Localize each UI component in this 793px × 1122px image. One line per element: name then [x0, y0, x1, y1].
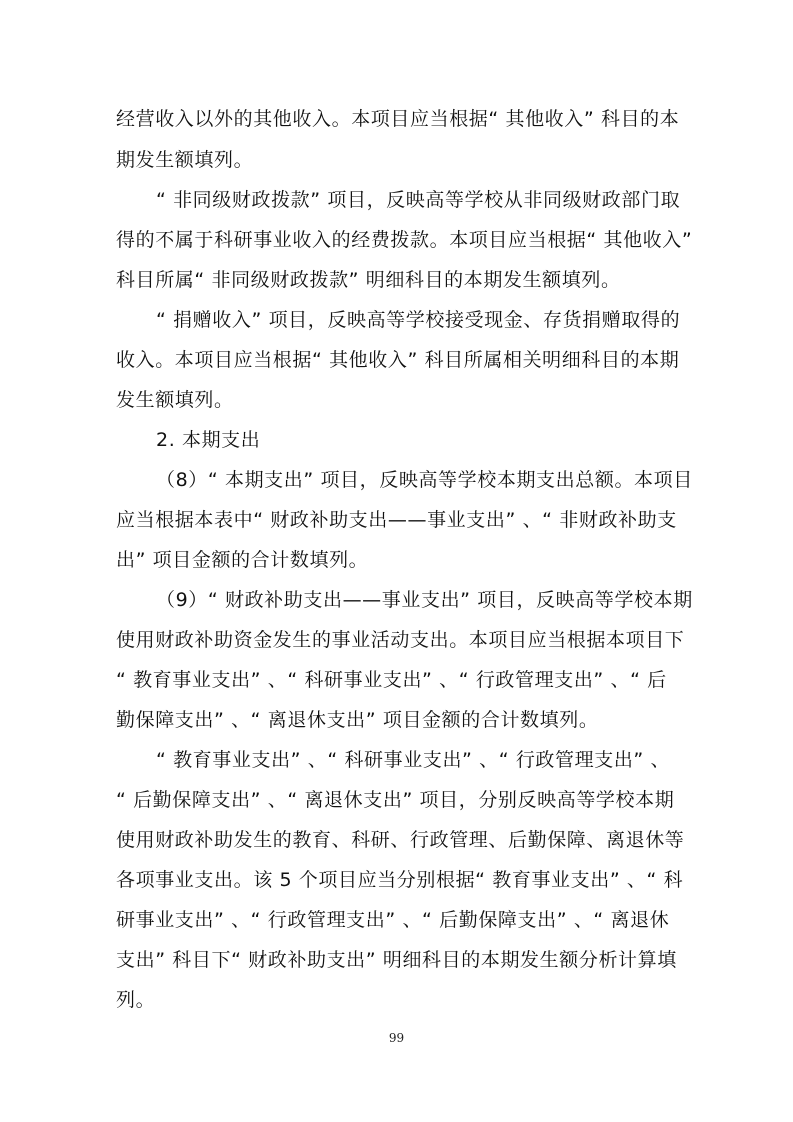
- text-line: 应当根据本表中“ 财政补助支出——事业支出” 、“ 非财政补助支: [116, 509, 677, 531]
- text-line: （8）“ 本期支出” 项目，反映高等学校本期支出总额。本项目: [156, 469, 693, 491]
- text-line: 列。: [116, 989, 156, 1011]
- text-line: 研事业支出” 、“ 行政管理支出” 、“ 后勤保障支出” 、“ 离退休: [116, 909, 670, 931]
- text-line: 期发生额填列。: [116, 149, 254, 171]
- text-line: （9）“ 财政补助支出——事业支出” 项目，反映高等学校本期: [156, 589, 693, 611]
- text-line: 科目所属“ 非同级财政拨款” 明细科目的本期发生额填列。: [116, 269, 621, 291]
- text-line: “ 非同级财政拨款” 项目，反映高等学校从非同级财政部门取: [156, 189, 681, 211]
- text-line: “ 教育事业支出” 、“ 科研事业支出” 、“ 行政管理支出” 、: [156, 749, 671, 771]
- text-line: 收入。本项目应当根据“ 其他收入” 科目所属相关明细科目的本期: [116, 349, 680, 371]
- text-line: 各项事业支出。该 5 个项目应当分别根据“ 教育事业支出” 、“ 科: [116, 869, 684, 891]
- text-line: 勤保障支出” 、“ 离退休支出” 项目金额的合计数填列。: [116, 709, 599, 731]
- text-line: “ 捐赠收入” 项目，反映高等学校接受现金、存货捐赠取得的: [156, 309, 681, 331]
- text-line: 经营收入以外的其他收入。本项目应当根据“ 其他收入” 科目的本: [116, 108, 680, 130]
- section-heading: 2. 本期支出: [156, 429, 261, 451]
- text-line: 出” 项目金额的合计数填列。: [116, 549, 369, 571]
- text-line: 使用财政补助发生的教育、科研、行政管理、后勤保障、离退休等: [116, 829, 685, 851]
- text-line: 得的不属于科研事业收入的经费拨款。本项目应当根据“ 其他收入”: [116, 229, 693, 251]
- text-line: “ 教育事业支出” 、“ 科研事业支出” 、“ 行政管理支出” 、“ 后: [116, 669, 667, 691]
- text-line: 使用财政补助资金发生的事业活动支出。本项目应当根据本项目下: [116, 629, 685, 651]
- text-line: “ 后勤保障支出” 、“ 离退休支出” 项目，分别反映高等学校本期: [116, 789, 675, 811]
- text-line: 发生额填列。: [116, 389, 234, 411]
- page-number: 99: [388, 1031, 405, 1045]
- text-line: 支出” 科目下“ 财政补助支出” 明细科目的本期发生额分析计算填: [116, 949, 677, 971]
